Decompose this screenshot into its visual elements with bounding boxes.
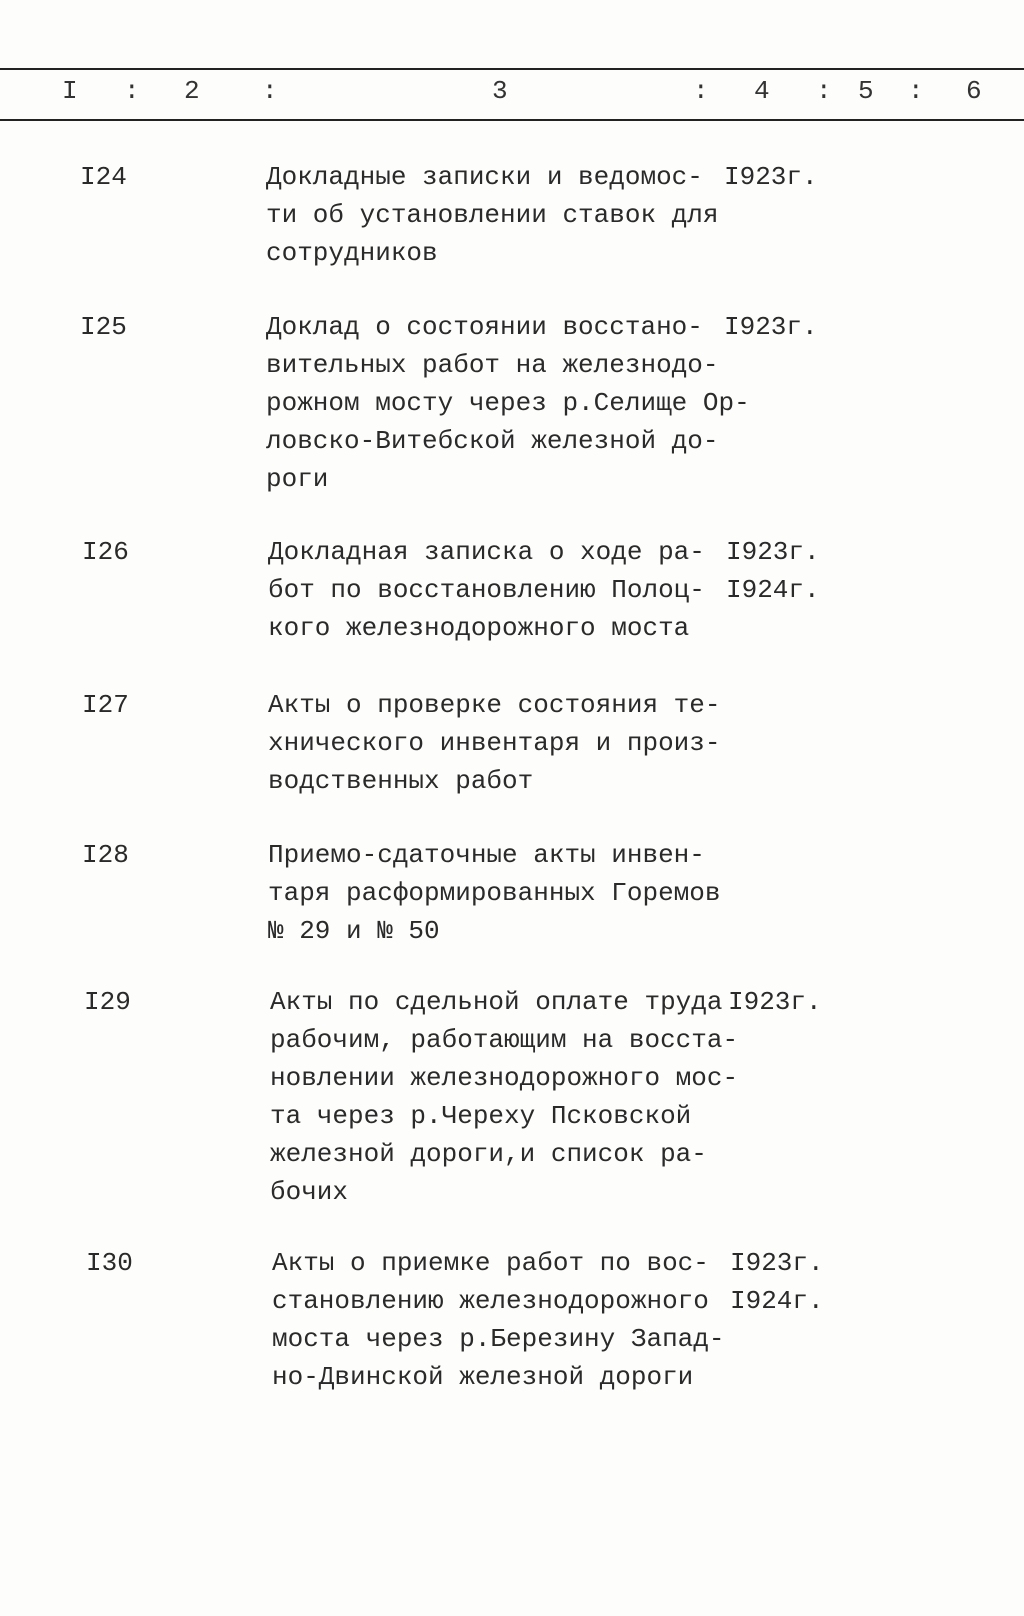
- col-6-label: 6: [966, 76, 982, 106]
- entry-title: [272, 1244, 724, 1396]
- entry-title-line: водственных работ: [268, 766, 534, 796]
- header-bottom-rule: [0, 119, 1024, 121]
- entry-title-line: рожном мосту через р.Селище Ор-: [266, 388, 750, 418]
- entry-title: [268, 533, 705, 647]
- entry-title-line: ловско-Витебской железной до-: [266, 426, 719, 456]
- header-top-rule: [0, 68, 1024, 70]
- entry-number: I24: [80, 162, 127, 192]
- entry-title: [268, 686, 720, 800]
- col-4-label: 4: [754, 76, 770, 106]
- col-separator: :: [693, 76, 709, 106]
- entry-date: I924г.: [730, 1286, 824, 1316]
- entry-title-line: бочих: [270, 1177, 349, 1207]
- col-separator: :: [262, 76, 278, 106]
- entry-title-line: ти об установлении ставок для: [266, 200, 719, 230]
- entry-title-line: роги: [266, 464, 329, 494]
- entry-dates: [730, 1244, 824, 1320]
- entry-title-line: рабочим, работающим на восста-: [270, 1025, 739, 1055]
- col-5-label: 5: [858, 76, 874, 106]
- entry-date: I923г.: [728, 987, 822, 1017]
- entry-number: I26: [82, 537, 129, 567]
- entry-title-line: вительных работ на железнодо-: [266, 350, 719, 380]
- entry-date: I923г.: [724, 162, 818, 192]
- entry-title-line: сотрудников: [266, 238, 438, 268]
- entry-title-line: становлению железнодорожного: [272, 1286, 709, 1316]
- entry-dates: [724, 158, 818, 196]
- entry-title: [266, 158, 718, 272]
- entry-title-line: моста через р.Березину Запад-: [272, 1324, 725, 1354]
- entry-title-line: Акты по сдельной оплате труда: [270, 987, 723, 1017]
- entry-title: [268, 836, 720, 950]
- entry-title-line: бот по восстановлению Полоц-: [268, 575, 705, 605]
- entry-title-line: Доклад о состоянии восстано-: [266, 312, 703, 342]
- entry-title-line: таря расформированных Горемов: [268, 878, 721, 908]
- col-separator: :: [816, 76, 832, 106]
- entry-title-line: кого железнодорожного моста: [268, 613, 690, 643]
- entry-number: I30: [86, 1248, 133, 1278]
- entry-title: [266, 308, 750, 498]
- entry-title-line: Акты о проверке состояния те-: [268, 690, 721, 720]
- entry-date: I923г.: [730, 1248, 824, 1278]
- col-2-label: 2: [184, 76, 200, 106]
- entry-title-line: Приемо-сдаточные акты инвен-: [268, 840, 705, 870]
- entry-number: I29: [84, 987, 131, 1017]
- entry-dates: [726, 533, 820, 609]
- entry-date: I923г.: [724, 312, 818, 342]
- col-separator: :: [908, 76, 924, 106]
- entry-dates: [728, 983, 822, 1021]
- entry-title-line: Акты о приемке работ по вос-: [272, 1248, 709, 1278]
- entry-title-line: № 29 и № 50: [268, 916, 440, 946]
- entry-title-line: Докладные записки и ведомос-: [266, 162, 703, 192]
- entry-dates: [724, 308, 818, 346]
- entry-date: I924г.: [726, 575, 820, 605]
- entry-title-line: новлении железнодорожного мос-: [270, 1063, 739, 1093]
- col-1-label: I: [62, 76, 78, 106]
- entry-number: I28: [82, 840, 129, 870]
- entry-number: I25: [80, 312, 127, 342]
- entry-title: [270, 983, 738, 1211]
- entry-title-line: но-Двинской железной дороги: [272, 1362, 694, 1392]
- entry-title-line: хнического инвентаря и произ-: [268, 728, 721, 758]
- entry-title-line: Докладная записка о ходе ра-: [268, 537, 705, 567]
- col-separator: :: [124, 76, 140, 106]
- entry-date: I923г.: [726, 537, 820, 567]
- col-3-label: 3: [492, 76, 508, 106]
- entry-title-line: железной дороги,и список ра-: [270, 1139, 707, 1169]
- entry-title-line: та через р.Череху Псковской: [270, 1101, 692, 1131]
- entry-number: I27: [82, 690, 129, 720]
